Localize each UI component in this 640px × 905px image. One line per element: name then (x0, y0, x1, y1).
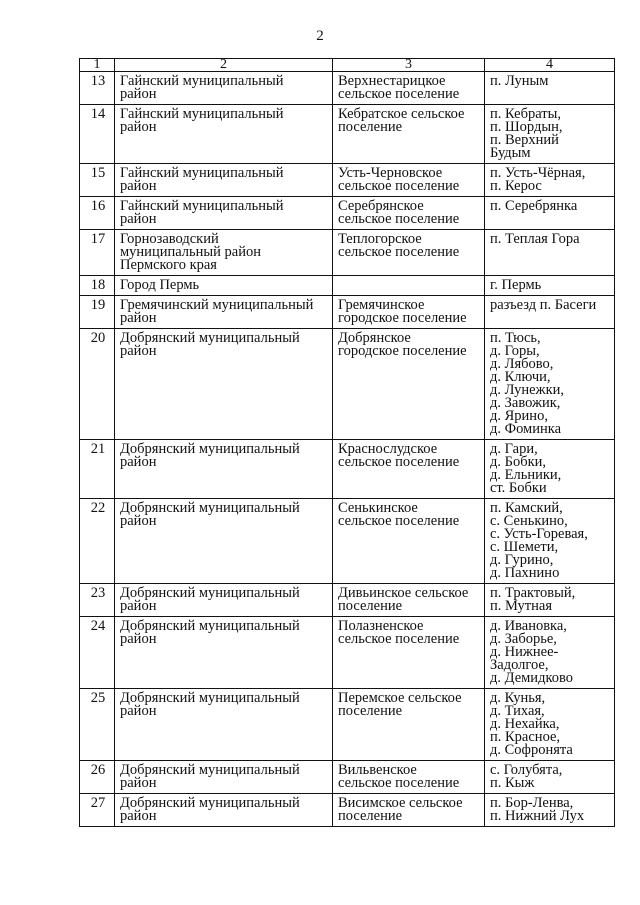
settlement-cell: Вильвенское сельское поселение (333, 761, 485, 794)
places-cell: п. Тюсь, д. Горы, д. Лябово, д. Ключи, д. Лунежки, д. Завожик, д. Ярино, д. Фоминка (485, 329, 615, 440)
district-cell: Добрянский муниципальный район (115, 689, 333, 761)
district-cell: Добрянский муниципальный район (115, 761, 333, 794)
district-cell: Гремячинский муниципальный район (115, 296, 333, 329)
places-cell: п. Кебраты, п. Шордын, п. Верхний Будым (485, 105, 615, 164)
places-cell: п. Усть-Чёрная, п. Керос (485, 164, 615, 197)
row-number: 19 (80, 296, 115, 329)
places-cell: п. Бор-Ленва, п. Нижний Лух (485, 794, 615, 827)
column-header: 1 (80, 59, 115, 72)
table-row (80, 72, 615, 105)
district-cell: Гайнский муниципальный район (115, 164, 333, 197)
table-row (80, 761, 615, 794)
table-row (80, 230, 615, 276)
settlement-cell: Сенькинское сельское поселение (333, 499, 485, 584)
row-number: 13 (80, 72, 115, 105)
table-row (80, 296, 615, 329)
row-number: 21 (80, 440, 115, 499)
table-header-row (80, 59, 615, 72)
places-cell: п. Серебрянка (485, 197, 615, 230)
table-row (80, 584, 615, 617)
table-row (80, 617, 615, 689)
settlement-cell: Гремячинское городское поселение (333, 296, 485, 329)
district-cell: Добрянский муниципальный район (115, 329, 333, 440)
places-cell: п. Луным (485, 72, 615, 105)
settlement-cell: Висимское сельское поселение (333, 794, 485, 827)
settlement-cell: Добрянское городское поселение (333, 329, 485, 440)
district-cell: Добрянский муниципальный район (115, 617, 333, 689)
row-number: 20 (80, 329, 115, 440)
places-cell: п. Теплая Гора (485, 230, 615, 276)
places-cell: д. Кунья, д. Тихая, д. Нехайка, п. Красное, д. Софронята (485, 689, 615, 761)
district-cell: Город Пермь (115, 276, 333, 296)
page-number: 2 (316, 28, 324, 44)
column-header: 4 (485, 59, 615, 72)
settlement-cell: Усть-Черновское сельское поселение (333, 164, 485, 197)
table-body (80, 59, 615, 827)
settlements-table (79, 58, 615, 827)
settlement-cell: Верхнестарицкое сельское поселение (333, 72, 485, 105)
row-number: 18 (80, 276, 115, 296)
settlement-cell: Полазненское сельское поселение (333, 617, 485, 689)
settlement-cell: Теплогорское сельское поселение (333, 230, 485, 276)
places-cell: п. Трактовый, п. Мутная (485, 584, 615, 617)
district-cell: Гайнский муниципальный район (115, 197, 333, 230)
district-cell: Добрянский муниципальный район (115, 440, 333, 499)
table-row (80, 329, 615, 440)
settlement-cell: Перемское сельское поселение (333, 689, 485, 761)
table-row (80, 499, 615, 584)
column-header: 3 (333, 59, 485, 72)
district-cell: Добрянский муниципальный район (115, 794, 333, 827)
row-number: 26 (80, 761, 115, 794)
table-row (80, 440, 615, 499)
table-row (80, 105, 615, 164)
places-cell: д. Гари, д. Бобки, д. Ельники, ст. Бобки (485, 440, 615, 499)
row-number: 25 (80, 689, 115, 761)
table-row (80, 197, 615, 230)
row-number: 15 (80, 164, 115, 197)
district-cell: Гайнский муниципальный район (115, 105, 333, 164)
row-number: 14 (80, 105, 115, 164)
places-cell: д. Ивановка, д. Заборье, д. Нижнее- Задолгое, д. Демидково (485, 617, 615, 689)
table-row (80, 276, 615, 296)
places-cell: разъезд п. Басеги (485, 296, 615, 329)
row-number: 23 (80, 584, 115, 617)
district-cell: Добрянский муниципальный район (115, 499, 333, 584)
settlement-cell: Краснослудское сельское поселение (333, 440, 485, 499)
row-number: 16 (80, 197, 115, 230)
row-number: 27 (80, 794, 115, 827)
table-row (80, 689, 615, 761)
table-row (80, 164, 615, 197)
column-header: 2 (115, 59, 333, 72)
row-number: 17 (80, 230, 115, 276)
places-cell: г. Пермь (485, 276, 615, 296)
places-cell: п. Камский, с. Сенькино, с. Усть-Горевая, с. Шемети, д. Гурино, д. Пахнино (485, 499, 615, 584)
places-cell: с. Голубята, п. Кыж (485, 761, 615, 794)
settlement-cell: Дивьинское сельское поселение (333, 584, 485, 617)
settlement-cell: Серебрянское сельское поселение (333, 197, 485, 230)
table-row (80, 794, 615, 827)
district-cell: Добрянский муниципальный район (115, 584, 333, 617)
settlement-cell (333, 276, 485, 296)
district-cell: Гайнский муниципальный район (115, 72, 333, 105)
row-number: 24 (80, 617, 115, 689)
row-number: 22 (80, 499, 115, 584)
district-cell: Горнозаводский муниципальный район Пермского края (115, 230, 333, 276)
settlement-cell: Кебратское сельское поселение (333, 105, 485, 164)
